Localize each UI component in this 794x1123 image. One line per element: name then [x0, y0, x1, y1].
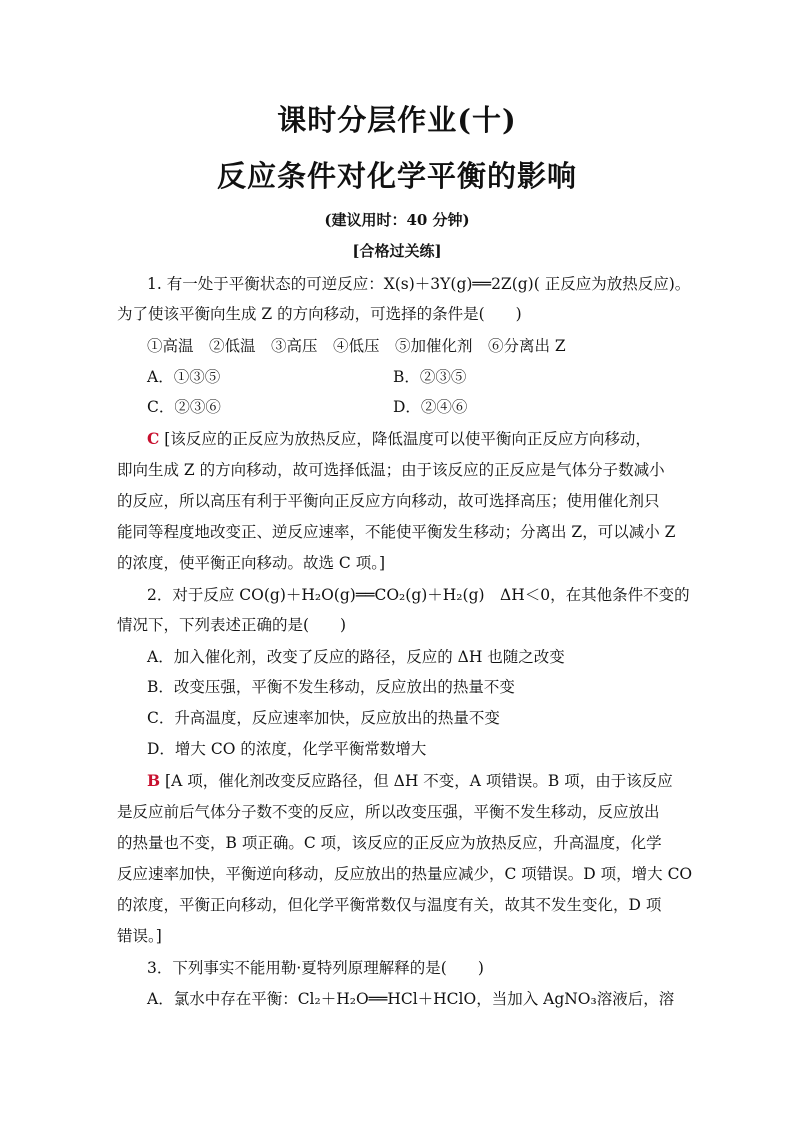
q1-explanation-line3: 的反应，所以高压有利于平衡向正反应方向移动，故可选择高压；使用催化剂只 — [117, 492, 660, 510]
q1-option-b: B．②③⑤ — [393, 368, 467, 386]
q2-stem-line2: 情况下，下列表述正确的是( ) — [117, 616, 347, 634]
q1-option-a: A．①③⑤ — [147, 368, 221, 386]
time-note: (建议用时：40 分钟) — [324, 211, 470, 229]
q1-explanation-line1 — [147, 428, 722, 450]
page-subtitle: 反应条件对化学平衡的影响 — [216, 159, 577, 193]
section-heading: [合格过关练] — [352, 242, 442, 260]
q2-option-d: D．增大 CO 的浓度，化学平衡常数增大 — [147, 740, 427, 758]
q2-stem-line1: 2．对于反应 CO(g)＋H₂O(g)══CO₂(g)＋H₂(g) ΔH＜0，在其他条件不变的 — [147, 586, 690, 604]
q2-option-a: A．加入催化剂，改变了反应的路径，反应的 ΔH 也随之改变 — [147, 648, 565, 666]
q2-exp-text1: [A 项，催化剂改变反应路径，但 ΔH 不变，A 项错误。B 项，由于该反应 — [165, 772, 673, 790]
q2-option-c: C．升高温度，反应速率加快，反应放出的热量不变 — [147, 709, 500, 727]
q1-option-d: D．②④⑥ — [393, 398, 468, 416]
q2-explanation-line2: 是反应前后气体分子数不变的反应，所以改变压强，平衡不发生移动，反应放出 — [117, 803, 660, 821]
page-title: 课时分层作业(十) — [277, 103, 517, 137]
q1-stem-line1: 1. 有一处于平衡状态的可逆反应：X(s)＋3Y(g)══2Z(g)( 正反应为放热反应)。 — [147, 275, 691, 293]
q1-explanation-line4: 能同等程度地改变正、逆反应速率，不能使平衡发生移动；分离出 Z，可以减小 Z — [117, 523, 676, 541]
q3-stem-line1: 3．下列事实不能用勒·夏特列原理解释的是( ) — [147, 959, 484, 977]
q2-explanation-line5: 的浓度，平衡正向移动，但化学平衡常数仅与温度有关，故其不发生变化，D 项 — [117, 896, 662, 914]
q1-exp-text1: [该反应的正反应为放热反应，降低温度可以使平衡向正反应方向移动， — [164, 430, 651, 448]
q3-option-a: A．氯水中存在平衡：Cl₂＋H₂O══HCl＋HClO，当加入 AgNO₃溶液后，溶 — [147, 990, 675, 1008]
q1-explanation-line2: 即向生成 Z 的方向移动，故可选择低温；由于该反应的正反应是气体分子数减小 — [117, 461, 665, 479]
q2-answer: B — [147, 771, 161, 790]
q2-explanation-line6: 错误。] — [117, 927, 162, 945]
q2-explanation-line1 — [147, 770, 722, 792]
q1-answer: C — [147, 429, 160, 448]
q2-explanation-line3: 的热量也不变，B 项正确。C 项，该反应的正反应为放热反应，升高温度，化学 — [117, 834, 662, 852]
q2-option-b: B．改变压强，平衡不发生移动，反应放出的热量不变 — [147, 678, 515, 696]
q1-stem-line2: 为了使该平衡向生成 Z 的方向移动，可选择的条件是( ) — [117, 305, 522, 323]
q1-explanation-line5: 的浓度，使平衡正向移动。故选 C 项。] — [117, 554, 386, 572]
q1-conditions: ①高温 ②低温 ③高压 ④低压 ⑤加催化剂 ⑥分离出 Z — [147, 337, 566, 355]
q2-explanation-line4: 反应速率加快，平衡逆向移动，反应放出的热量应减少，C 项错误。D 项，增大 CO — [117, 865, 693, 883]
q1-option-c: C．②③⑥ — [147, 398, 221, 416]
